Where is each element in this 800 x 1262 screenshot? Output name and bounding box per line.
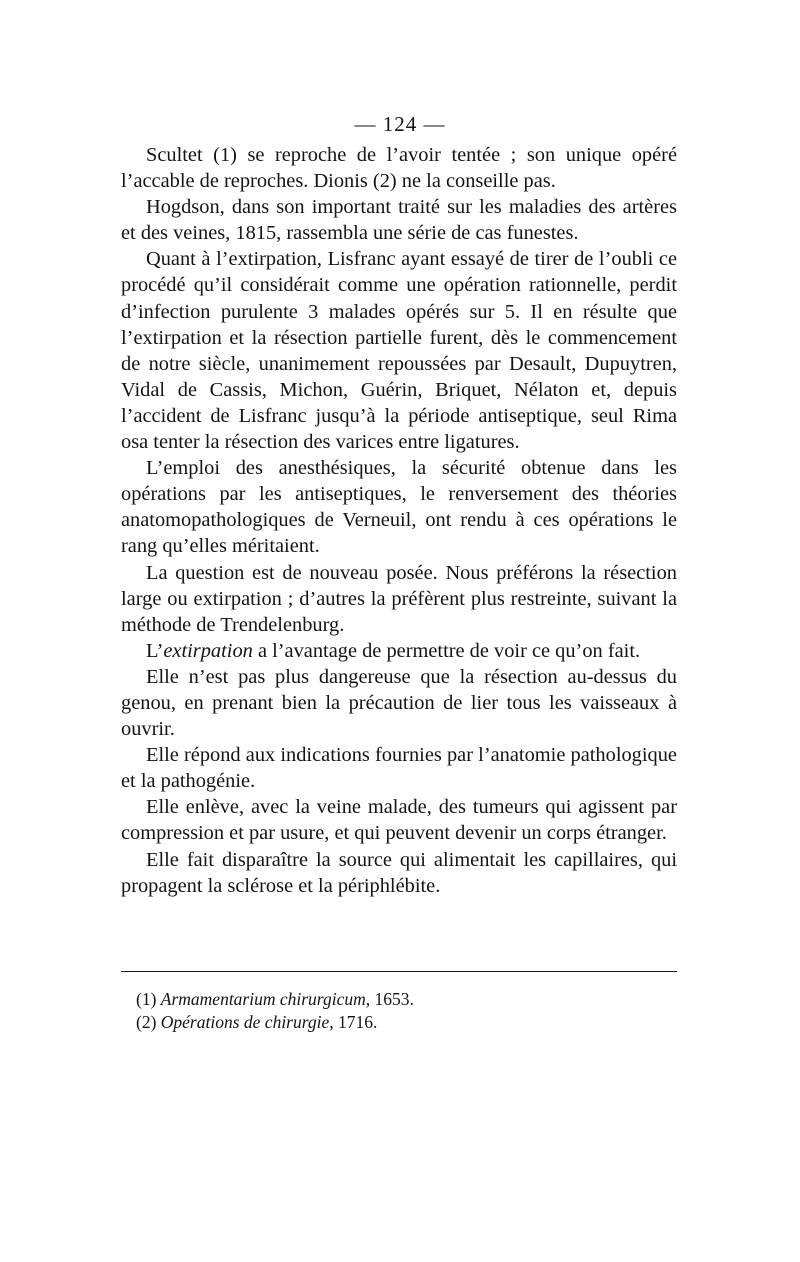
paragraph-scultet: Scultet (1) se reproche de l’avoir tentée ; son unique opéré l’accable de reproches. Dionis (2) ne la conseille pas. xyxy=(121,144,677,193)
paragraph-hogdson: Hogdson, dans son important traité sur les maladies des artères et des veines, 1815, rassembla une série de cas funestes. xyxy=(121,196,677,245)
paragraph-lisfranc: Quant à l’extirpation, Lisfranc ayant essayé de tirer de l’oubli ce procédé qu’il considérait comme une opération rationnelle, perdit d’infection purulente 3 malades opérés sur 5. Il en résulte que l’extirpation et la résection partielle furent, dès le commencement de notre siècle, unanimement repoussées par Desault, Dupuytren, Vidal de Cassis, Michon, Guérin, Briquet, Nélaton et, depuis l’accident de Lisfranc jusqu’à la période antiseptique, seul Rima osa tenter la résection des varices entre ligatures. xyxy=(121,248,677,454)
extirpation-rest: a l’avantage de permettre de voir ce qu’on fait. xyxy=(252,639,641,662)
paragraph-extirpation xyxy=(121,638,677,664)
extirpation-prefix: L’ xyxy=(146,639,164,662)
paragraph-tumeurs: Elle enlève, avec la veine malade, des tumeurs qui agissent par compression et par usure, et qui peuvent devenir un corps étranger. xyxy=(121,796,677,845)
footnote-divider xyxy=(121,971,677,972)
footnote-title: Armamentarium chirurgicum, xyxy=(160,989,371,1009)
footnote-marker: (2) xyxy=(136,1012,157,1032)
footnote-2 xyxy=(136,1011,656,1034)
footnote-year: 1653. xyxy=(374,989,414,1009)
paragraph-anesthesiques: L’emploi des anesthésiques, la sécurité obtenue dans les opérations par les antiseptiques, le renversement des théories anatomopathologiques de Verneuil, ont rendu à ces opérations le rang qu’elles méritaient. xyxy=(121,457,677,558)
paragraph-dangereuse: Elle n’est pas plus dangereuse que la résection au-dessus du genou, en prenant bien la précaution de lier tous les vaisseaux à ouvrir. xyxy=(121,665,677,741)
footnotes xyxy=(136,988,656,1034)
body-text xyxy=(121,142,677,899)
footnote-year: 1716. xyxy=(338,1012,378,1032)
footnote-title: Opérations de chirurgie, xyxy=(160,1012,334,1032)
paragraph-question: La question est de nouveau posée. Nous préférons la résection large ou extirpation ; d’autres la préfèrent plus restreinte, suivant la méthode de Trendelenburg. xyxy=(121,561,677,636)
extirpation-italic: extirpation xyxy=(163,639,253,662)
footnote-1 xyxy=(136,988,656,1011)
paragraph-capillaires: Elle fait disparaître la source qui alimentait les capillaires, qui propagent la sclérose et la périphlébite. xyxy=(121,848,677,897)
page-number: — 124 — xyxy=(354,112,446,136)
paragraph-indications: Elle répond aux indications fournies par l’anatomie pathologique et la pathogénie. xyxy=(121,744,677,793)
footnote-marker: (1) xyxy=(136,989,157,1009)
